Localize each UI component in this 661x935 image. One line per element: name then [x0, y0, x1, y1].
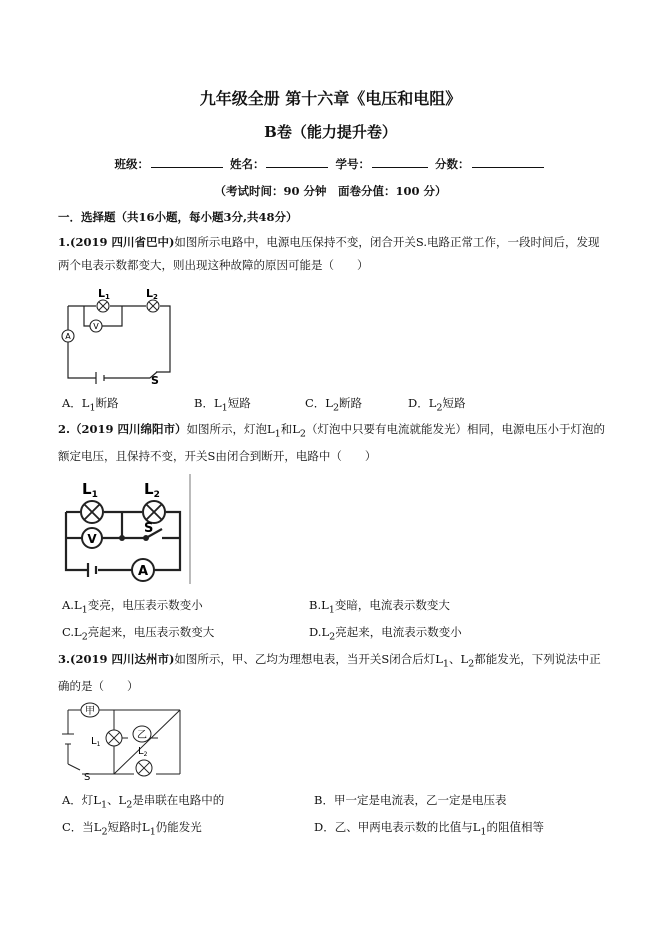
document-subtitle: B卷（能力提升卷） — [264, 123, 397, 141]
q3-source: 3.(2019 四川达州市) — [58, 652, 175, 666]
q2-lamp-l1 — [81, 501, 103, 523]
exam-time-line: （考试时间：90 分钟 面卷分值：100 分） — [214, 184, 447, 198]
q3-circuit-diagram — [58, 698, 190, 782]
q1-option-d[interactable]: D．$L_2$短路 — [408, 396, 466, 414]
q1-text: 如图所示电路中，电源电压保持不变，闭合开关S.电路正常工作，一段时间后，发现两个电表示数都变大，则出现这种故障的原因可能是（ ） — [58, 235, 600, 272]
q1-lamp-l2 — [147, 300, 159, 312]
q3-lamp-l1 — [106, 730, 122, 746]
q1-lamp-l1 — [97, 300, 109, 312]
q1-circuit-diagram — [58, 284, 178, 386]
q2-option-b[interactable]: $B.L_1$变暗，电流表示数变大 — [309, 598, 450, 616]
q3-option-b[interactable]: B．甲一定是电流表，乙一定是电压表 — [314, 793, 507, 807]
q1-ammeter — [62, 330, 74, 342]
svg-text:甲: 甲 — [85, 706, 95, 717]
question-2: 2.（2019 四川绵阳市）如图所示，灯泡$L_1$和$L_2$（灯泡中只要有电流就能发光）相同，电源电压小于灯泡的额定电压，且保持不变，开关S由闭合到断开，电路中（ ） — [58, 422, 606, 464]
name-label: 姓名： — [229, 157, 265, 171]
score-label: 分数： — [435, 157, 470, 171]
svg-text:V: V — [87, 532, 97, 546]
q2-circuit-diagram — [58, 472, 194, 586]
student-info-line — [0, 156, 661, 172]
q2-source: 2.（2019 四川绵阳市） — [58, 422, 187, 436]
section-heading: 一．选择题（共16小题，每小题3分,共48分） — [58, 210, 298, 224]
q2-label-l1: $L_1$ — [82, 480, 98, 500]
svg-text:A: A — [65, 332, 71, 341]
q3-label-s: S — [84, 772, 91, 782]
svg-text:A: A — [137, 564, 149, 579]
q2-voltmeter — [82, 528, 102, 548]
class-blank — [151, 156, 223, 168]
q2-label-l2: $L_2$ — [144, 480, 160, 500]
q3-meter-jia — [81, 703, 99, 717]
score-blank — [472, 156, 544, 168]
q3-label-l2: $L_2$ — [138, 746, 148, 758]
id-label: 学号： — [335, 157, 370, 171]
q1-label-l1: L1 — [98, 287, 110, 301]
q3-option-c[interactable]: C．当$L_2$短路时$L_1$仍能发光 — [62, 820, 202, 838]
q1-option-c[interactable]: C．$L_2$断路 — [305, 396, 363, 414]
q2-option-c[interactable]: $C.L_2$亮起来，电压表示数变大 — [62, 625, 215, 643]
q3-lamp-l2 — [136, 760, 152, 776]
q2-label-s: S — [144, 521, 154, 536]
q1-option-b[interactable]: B．$L_1$短路 — [194, 396, 251, 414]
svg-text:乙: 乙 — [137, 730, 147, 741]
name-blank — [266, 156, 328, 168]
question-1 — [58, 231, 606, 277]
document-title: 九年级全册 第十六章《电压和电阻》 — [199, 89, 462, 108]
q2-lamp-l2 — [143, 501, 165, 523]
q1-label-s: S — [151, 374, 159, 386]
q3-option-d[interactable]: D．乙、甲两电表示数的比值与$L_1$的阻值相等 — [314, 820, 544, 838]
svg-text:V: V — [93, 322, 99, 331]
q2-option-a[interactable]: $A.L_1$变亮，电压表示数变小 — [62, 598, 203, 616]
q1-source: 1.(2019 四川省巴中) — [58, 235, 175, 249]
q3-label-l1: $L_1$ — [91, 736, 101, 748]
q3-option-a[interactable]: A．灯$L_1$、$L_2$是串联在电路中的 — [62, 793, 225, 811]
question-3: 3.(2019 四川达州市)如图所示，甲、乙均为理想电表，当开关S闭合后灯$L_1$、$L_2$都能发光，下列说法中正确的是（ ） — [58, 652, 601, 694]
id-blank — [372, 156, 428, 168]
q1-option-a[interactable]: A．$L_1$断路 — [62, 396, 119, 414]
q3-meter-yi — [133, 726, 151, 742]
q1-label-l2: L2 — [146, 287, 158, 301]
q2-option-d[interactable]: $D.L_2$亮起来，电流表示数变小 — [309, 625, 462, 643]
q1-voltmeter — [90, 320, 102, 332]
class-label: 班级： — [114, 157, 149, 171]
q2-ammeter — [132, 559, 154, 581]
